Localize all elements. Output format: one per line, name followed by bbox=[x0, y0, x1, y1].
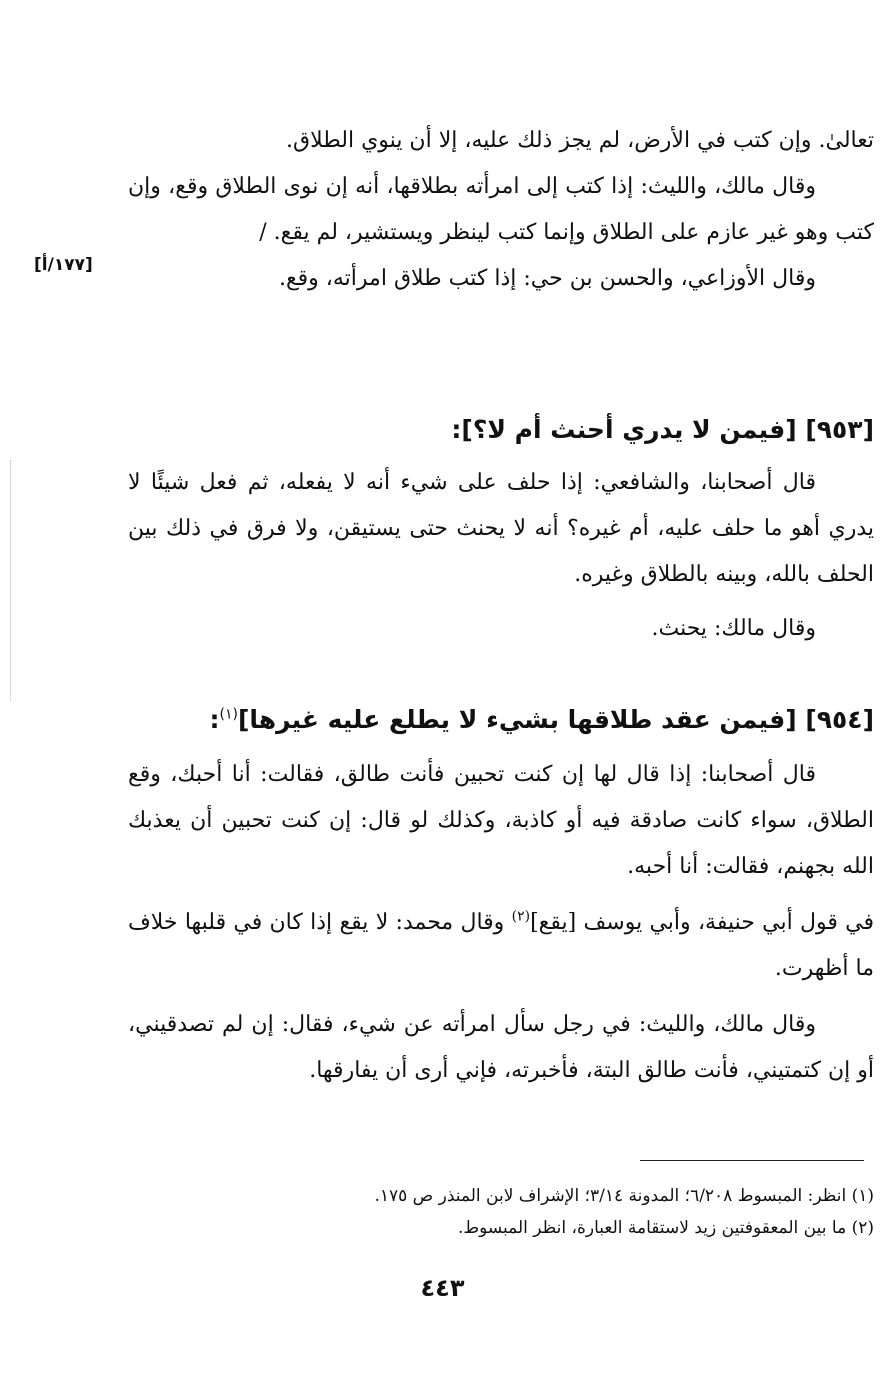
footnote-ref-1: (١) bbox=[219, 706, 238, 723]
paragraph-7-end: وقال محمد: لا يقع إذا كان في قلبها خلاف ما أظهرت. bbox=[128, 910, 874, 981]
paragraph-4: قال أصحابنا، والشافعي: إذا حلف على شيء أنه لا يفعله، ثم فعل شيئًا لا يدري أهو ما حلف عليه، أم غيره؟ أنه لا يحنث حتى يستيقن، ولا فرق في ذلك بين الحلف بالله، وبينه بالطلاق وغيره. bbox=[128, 470, 874, 587]
heading-954-colon: : bbox=[209, 705, 220, 734]
paragraph-6: قال أصحابنا: إذا قال لها إن كنت تحبين فأنت طالق، فقالت: أنا أحبك، وقع الطلاق، سواء كانت صادقة فيه أو كاذبة، وكذلك لو قال: إن كنت تحبين أن يعذبك الله بجهنم، فقالت: أنا أحبه. bbox=[128, 762, 874, 879]
paragraph-7-start: في قول أبي حنيفة، وأبي يوسف [يقع] bbox=[530, 910, 875, 935]
main-text bbox=[128, 118, 874, 302]
footnotes bbox=[200, 1180, 874, 1244]
section-953 bbox=[128, 410, 874, 652]
footnote-ref-2: (٢) bbox=[511, 908, 531, 925]
heading-954-text: [٩٥٤] [فيمن عقد طلاقها بشيء لا يطلع عليه غيرها] bbox=[237, 705, 874, 734]
footnote-2: (٢) ما بين المعقوفتين زيد لاستقامة العبارة، انظر المبسوط. bbox=[457, 1218, 874, 1238]
paragraph-3: وقال الأوزاعي، والحسن بن حي: إذا كتب طلاق امرأته، وقع. bbox=[278, 266, 816, 291]
footnote-separator bbox=[640, 1160, 864, 1161]
section-954 bbox=[128, 700, 874, 1094]
paragraph-1: تعالىٰ. وإن كتب في الأرض، لم يجز ذلك عليه، إلا أن ينوي الطلاق. bbox=[286, 128, 874, 153]
section-heading-954 bbox=[128, 700, 874, 740]
margin-folio-note: [١٧٧/أ] bbox=[34, 255, 93, 275]
margin-line bbox=[10, 460, 11, 700]
paragraph-5: وقال مالك: يحنث. bbox=[651, 616, 816, 641]
section-heading-953: [٩٥٣] [فيمن لا يدري أحنث أم لا؟]: bbox=[451, 415, 874, 444]
paragraph-8: وقال مالك، والليث: في رجل سأل امرأته عن شيء، فقال: إن لم تصدقيني، أو إن كتمتيني، فأنت طالق البتة، فأخبرته، فإني أرى أن يفارقها. bbox=[128, 1012, 874, 1083]
page-number: ٤٤٣ bbox=[420, 1274, 465, 1302]
footnote-1: (١) انظر: المبسوط ٦/٢٠٨؛ المدونة ٣/١٤؛ الإشراف لابن المنذر ص ١٧٥. bbox=[374, 1186, 874, 1206]
paragraph-7 bbox=[128, 900, 874, 992]
paragraph-2: وقال مالك، والليث: إذا كتب إلى امرأته بطلاقها، أنه إن نوى الطلاق وقع، وإن كتب وهو غير عازم على الطلاق وإنما كتب لينظر ويستشير، لم يقع. / bbox=[128, 174, 874, 245]
